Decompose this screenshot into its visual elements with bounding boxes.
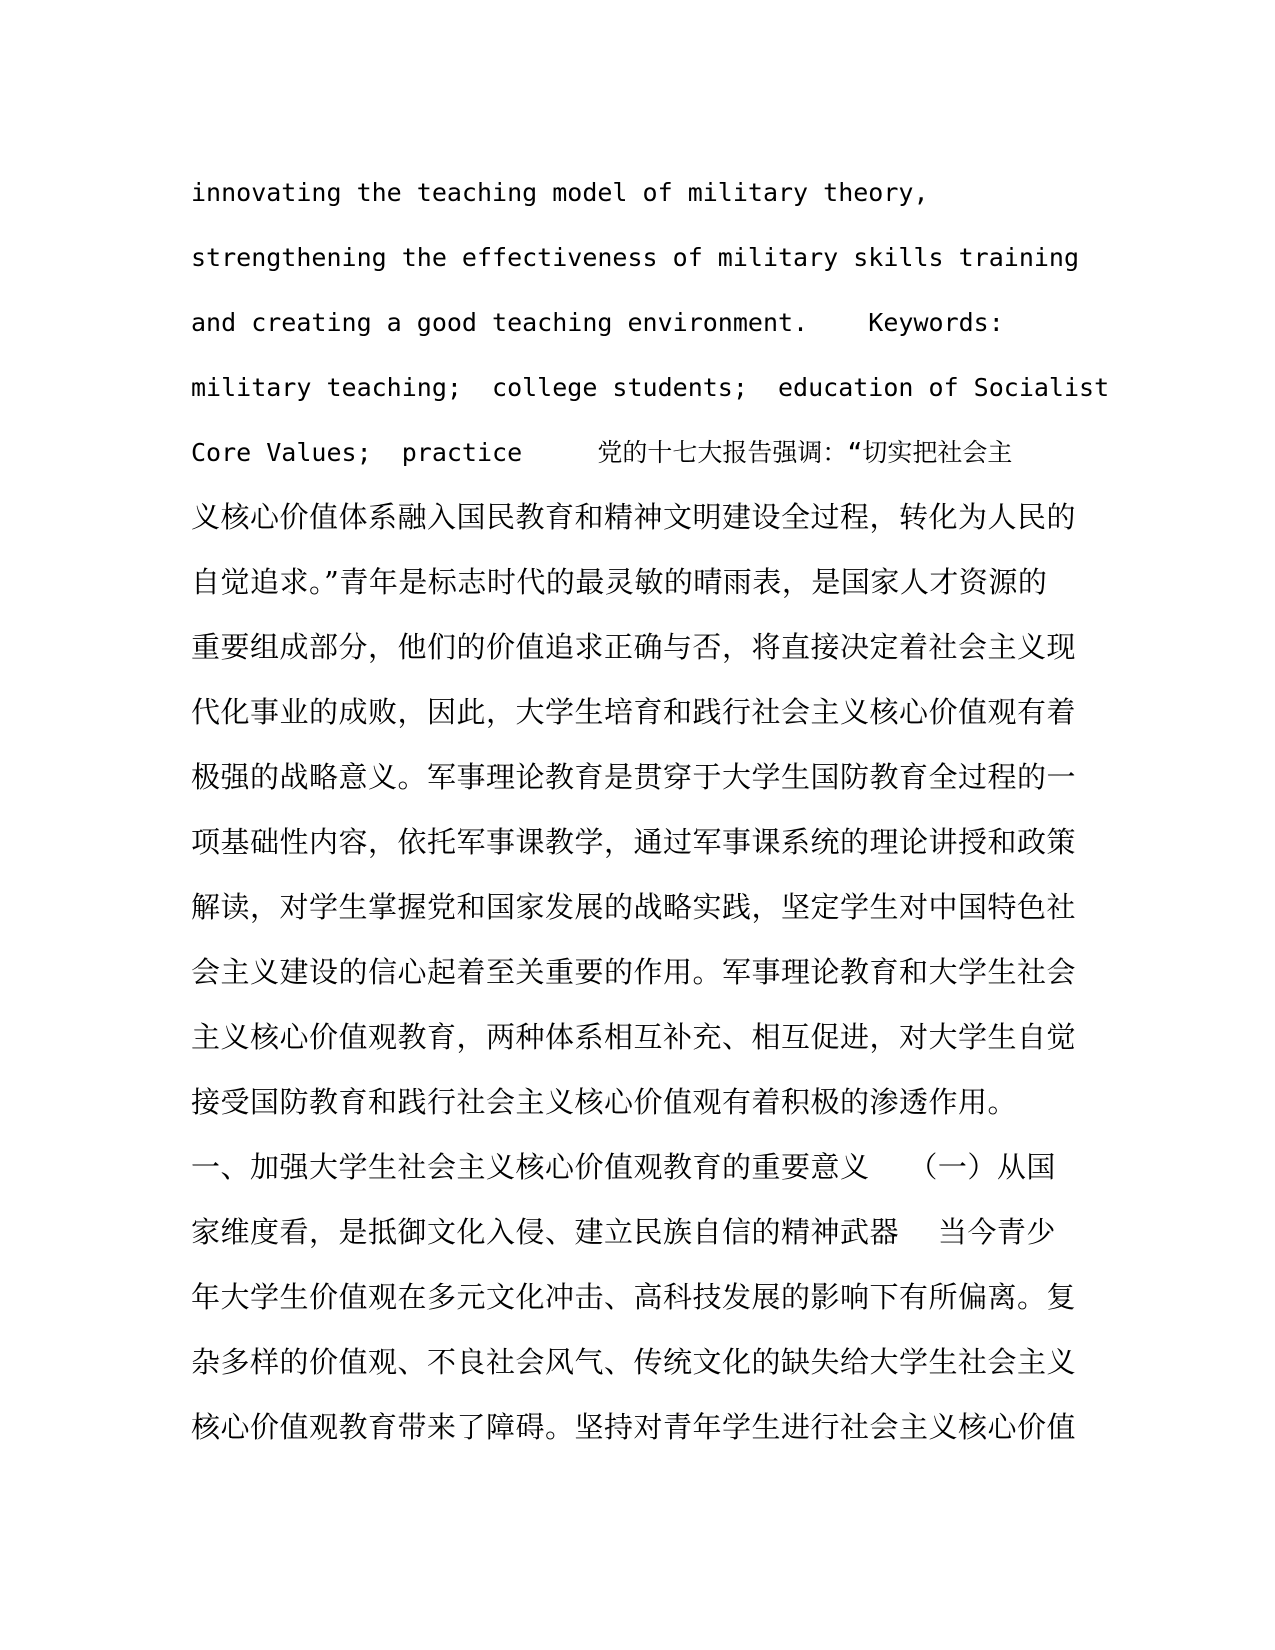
text-line: 重要组成部分，他们的价值追求正确与否，将直接决定着社会主义现 <box>191 630 1077 664</box>
text-line: 会主义建设的信心起着至关重要的作用。军事理论教育和大学生社会 <box>191 955 1077 989</box>
text-line: 代化事业的成败，因此，大学生培育和践行社会主义核心价值观有着 <box>191 695 1077 729</box>
text-line: 极强的战略意义。军事理论教育是贯穿于大学生国防教育全过程的一 <box>191 760 1077 794</box>
text-line: innovating the teaching model of military theory, <box>191 178 929 207</box>
text-line: 项基础性内容，依托军事课教学，通过军事课系统的理论讲授和政策 <box>191 825 1077 859</box>
text-line: 核心价值观教育带来了障碍。坚持对青年学生进行社会主义核心价值 <box>191 1410 1077 1444</box>
text-line: and creating a good teaching environment. Keywords: <box>191 308 1004 337</box>
text-line: military teaching; college students; education of Socialist <box>191 373 1110 402</box>
text-line: 义核心价值体系融入国民教育和精神文明建设全过程，转化为人民的 <box>191 500 1077 534</box>
text-line: 家维度看，是抵御文化入侵、建立民族自信的精神武器 当今青少 <box>191 1215 1056 1249</box>
text-line: 解读，对学生掌握党和国家发展的战略实践，坚定学生对中国特色社 <box>191 890 1077 924</box>
text-line: 杂多样的价值观、不良社会风气、传统文化的缺失给大学生社会主义 <box>191 1345 1077 1379</box>
text-line: 接受国防教育和践行社会主义核心价值观有着积极的渗透作用。 <box>191 1085 1018 1119</box>
text-line: 主义核心价值观教育，两种体系相互补充、相互促进，对大学生自觉 <box>191 1020 1077 1054</box>
text-line: 年大学生价值观在多元文化冲击、高科技发展的影响下有所偏离。复 <box>191 1280 1077 1314</box>
section-heading-line: 一、加强大学生社会主义核心价值观教育的重要意义 （一）从国 <box>191 1150 1056 1184</box>
text-line: 自觉追求。”青年是标志时代的最灵敏的晴雨表，是国家人才资源的 <box>191 565 1048 599</box>
text-line: Core Values; practice 党的十七大报告强调：“切实把社会主 <box>191 438 1013 467</box>
text-line: strengthening the effectiveness of military skills training <box>191 243 1080 272</box>
body-text <box>191 160 1110 1460</box>
